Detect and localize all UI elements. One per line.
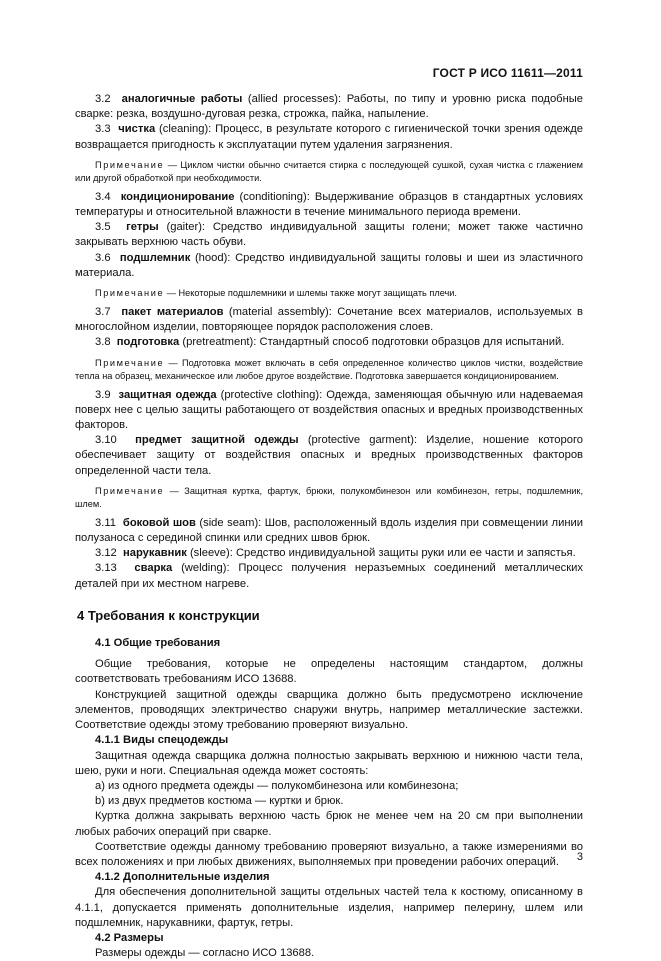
note-pretreatment: Примечание — Подготовка может включать в себя определенное количество циклов чистки, воздействие тепла на образец, механическое или любое другое воздействие. Подготовка завершается кондиционированием.: [75, 357, 583, 381]
section-4-1-1-item-a: а) из одного предмета одежды — полукомбинезона или комбинезона;: [95, 779, 459, 792]
section-4-2-paragraph-1: Размеры одежды — согласно ИСО 13688.: [95, 947, 315, 960]
section-4-1-2-heading: 4.1.2 Дополнительные изделия: [95, 871, 270, 884]
section-4-1-1-heading: 4.1.1 Виды спецодежды: [95, 734, 229, 747]
section-4-1-1-item-b: b) из двух предметов костюма — куртки и брюк.: [95, 795, 344, 808]
section-4-1-heading: 4.1 Общие требования: [95, 637, 221, 650]
page-number: 3: [576, 851, 583, 863]
definition-3-4: 3.4 кондиционирование (conditioning): Выдерживание образцов в стандартных условиях температуры и относительной влажности в течение минимального периода времени.: [75, 190, 583, 219]
note-garment: Примечание — Защитная куртка, фартук, брюки, полукомбинезон или комбинезон, гетры, подшлемник, шлем.: [75, 485, 583, 509]
definition-3-13: 3.13 сварка (welding): Процесс получения неразъемных соединений металлических деталей при их местном нагреве.: [75, 562, 584, 590]
definition-3-7: 3.7 пакет материалов (material assembly): Сочетание всех материалов, используемых в многослойном изделии, повторяющее порядок расположения слоев.: [75, 306, 583, 334]
note-cleaning: Примечание — Циклом чистки обычно считается стирка с последующей сушкой, сухая чистка с глажением или другой обработкой при необходимости.: [75, 159, 583, 183]
section-4-1-paragraph-1: Общие требования, которые не определены настоящим стандартом, должны соответствовать требованиям ИСО 13688.: [75, 658, 583, 686]
section-4-heading: 4 Требования к конструкции: [77, 607, 260, 623]
definition-3-10: 3.10 предмет защитной одежды (protective garment): Изделие, ношение которого обеспечивает защиту от воздействия опасных и вредных производственных факторов определенной части тела.: [75, 434, 584, 477]
note-hood: Примечание — Некоторые подшлемники и шлемы также могут защищать плечи.: [95, 288, 457, 299]
definition-3-6: 3.6 подшлемник (hood): Средство индивидуальной защиты головы и шеи из эластичного материала.: [75, 251, 584, 279]
section-4-1-1-paragraph-1: Защитная одежда сварщика должна полностью закрывать верхнюю и нижнюю части тела, шею, руки и ноги. Специальная одежда может состоять:: [75, 749, 583, 777]
section-4-1-2-paragraph-1: Для обеспечения дополнительной защиты отдельных частей тела к костюму, описанному в 4.1.1, допускается применять дополнительные изделия, например пелерину, шлем или подшлемник, нарукавники, фартук, гетры.: [75, 886, 583, 929]
definition-3-3: 3.3 чистка (cleaning): Процесс, в результате которого с гигиенической точки зрения одежде возвращается пригодность к эксплуатации путем удаления загрязнения.: [75, 123, 584, 151]
definition-3-5: 3.5 гетры (gaiter): Средство индивидуальной защиты голени; может также частично закрывать верхнюю часть обуви.: [75, 221, 584, 249]
section-4-1-paragraph-2: Конструкцией защитной одежды сварщика должно быть предусмотрено исключение элементов, проводящих электричество снаружи внутрь, например металлические застежки. Соответствие одежды этому требованию проверяют визуально.: [75, 688, 583, 732]
definition-3-12: 3.12 нарукавник (sleeve): Средство индивидуальной защиты руки или ее части и запястья.: [95, 547, 576, 560]
document-header: ГОСТ Р ИСО 11611—2011: [432, 66, 583, 80]
section-4-2-heading: 4.2 Размеры: [95, 931, 164, 944]
definition-3-2: 3.2 аналогичные работы (allied processes): Работы, по типу и уровню риска подобные сварке: резка, воздушно-дуговая резка, строжка, пайка, напыление.: [75, 93, 584, 121]
document-body: [75, 92, 583, 961]
section-4-1-1-paragraph-2: Куртка должна закрывать верхнюю часть брюк не менее чем на 20 см при выполнении любых рабочих операций при сварке.: [75, 810, 583, 838]
definition-3-9: 3.9 защитная одежда (protective clothing): Одежда, заменяющая обычную или надеваемая поверх нее с целью защиты работающего от воздействия опасных и вредных производственных факторов.: [75, 388, 584, 432]
section-4-1-1-paragraph-3: Соответствие одежды данному требованию проверяют визуально, а также измерениями во всех положениях и при любых движениях, выполняемых при проведении рабочих операций.: [75, 840, 583, 868]
definition-3-8: 3.8 подготовка (pretreatment): Стандартный способ подготовки образцов для испытаний.: [95, 336, 565, 349]
definition-3-11: 3.11 боковой шов (side seam): Шов, расположенный вдоль изделия при совмещении линии полузаноса с серединой спинки или средних швов брюк.: [75, 516, 583, 545]
